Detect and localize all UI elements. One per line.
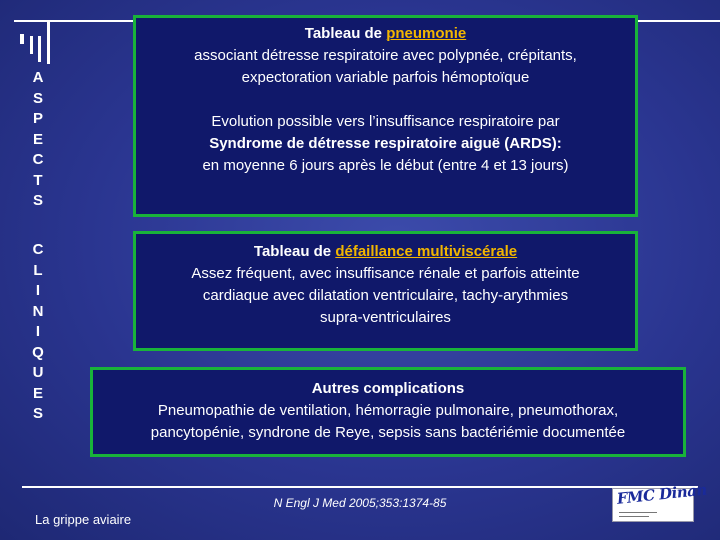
side-letter: E bbox=[32, 130, 43, 148]
footer-title: La grippe aviaire bbox=[35, 512, 132, 527]
side-label-cliniques bbox=[30, 240, 46, 425]
side-letter: S bbox=[32, 89, 43, 107]
side-label-aspects bbox=[30, 68, 46, 212]
logo-text: FMC Dinan bbox=[616, 480, 708, 508]
ards-timing: en moyenne 6 jours après le début (entre 4 et 13 jours) bbox=[202, 157, 569, 174]
side-letter: C bbox=[32, 241, 44, 258]
pneumonia-evolution: Evolution possible vers l’insuffisance respiratoire par bbox=[211, 113, 560, 130]
multiorgan-text: Assez fréquent, avec insuffisance rénale et parfois atteinte bbox=[191, 265, 580, 282]
other-complications-text: pancytopénie, syndrone de Reye, sepsis sans bactériémie documentée bbox=[150, 424, 626, 441]
side-letter: E bbox=[32, 384, 43, 402]
other-complications-box bbox=[90, 367, 686, 457]
ards-label: Syndrome de détresse respiratoire aiguë (ARDS): bbox=[209, 135, 562, 152]
side-letter: Q bbox=[32, 343, 44, 361]
pneumonia-highlight: pneumonie bbox=[386, 25, 467, 42]
decorative-bar bbox=[38, 36, 41, 62]
pneumonia-text: associant détresse respiratoire avec polypnée, crépitants, bbox=[194, 47, 577, 64]
footer-divider bbox=[22, 486, 698, 488]
decorative-bar bbox=[30, 36, 33, 54]
decorative-bar bbox=[20, 34, 24, 44]
logo-decoration bbox=[619, 516, 649, 517]
multiorgan-failure-box bbox=[133, 231, 638, 351]
side-letter: P bbox=[32, 110, 43, 127]
side-letter: A bbox=[32, 69, 44, 86]
fmc-dinan-logo bbox=[612, 480, 708, 522]
side-letter: U bbox=[32, 364, 44, 381]
side-letter: C bbox=[32, 151, 44, 168]
pneumonia-text: expectoration variable parfois hémoptoïque bbox=[241, 69, 530, 86]
pneumonia-title: Tableau de pneumonie bbox=[304, 25, 467, 42]
logo-decoration bbox=[619, 512, 657, 513]
other-complications-text: Pneumopathie de ventilation, hémorragie pulmonaire, pneumothorax, bbox=[157, 402, 619, 419]
multiorgan-highlight: défaillance multiviscérale bbox=[335, 243, 518, 260]
pneumonia-box bbox=[133, 15, 638, 217]
side-letter: L bbox=[33, 261, 43, 279]
other-complications-title: Autres complications bbox=[311, 380, 465, 397]
side-letter: I bbox=[35, 282, 41, 299]
side-letter: I bbox=[35, 323, 41, 340]
side-letter: N bbox=[32, 302, 44, 320]
side-letter: T bbox=[33, 171, 43, 189]
decorative-bar bbox=[47, 20, 50, 64]
side-letter: S bbox=[32, 192, 43, 209]
side-letter: S bbox=[32, 405, 43, 422]
multiorgan-text: cardiaque avec dilatation ventriculaire, tachy-arythmies bbox=[202, 287, 569, 304]
multiorgan-title: Tableau de défaillance multiviscérale bbox=[253, 243, 518, 260]
citation: N Engl J Med 2005;353:1374-85 bbox=[273, 496, 447, 510]
multiorgan-text: supra-ventriculaires bbox=[320, 309, 451, 326]
